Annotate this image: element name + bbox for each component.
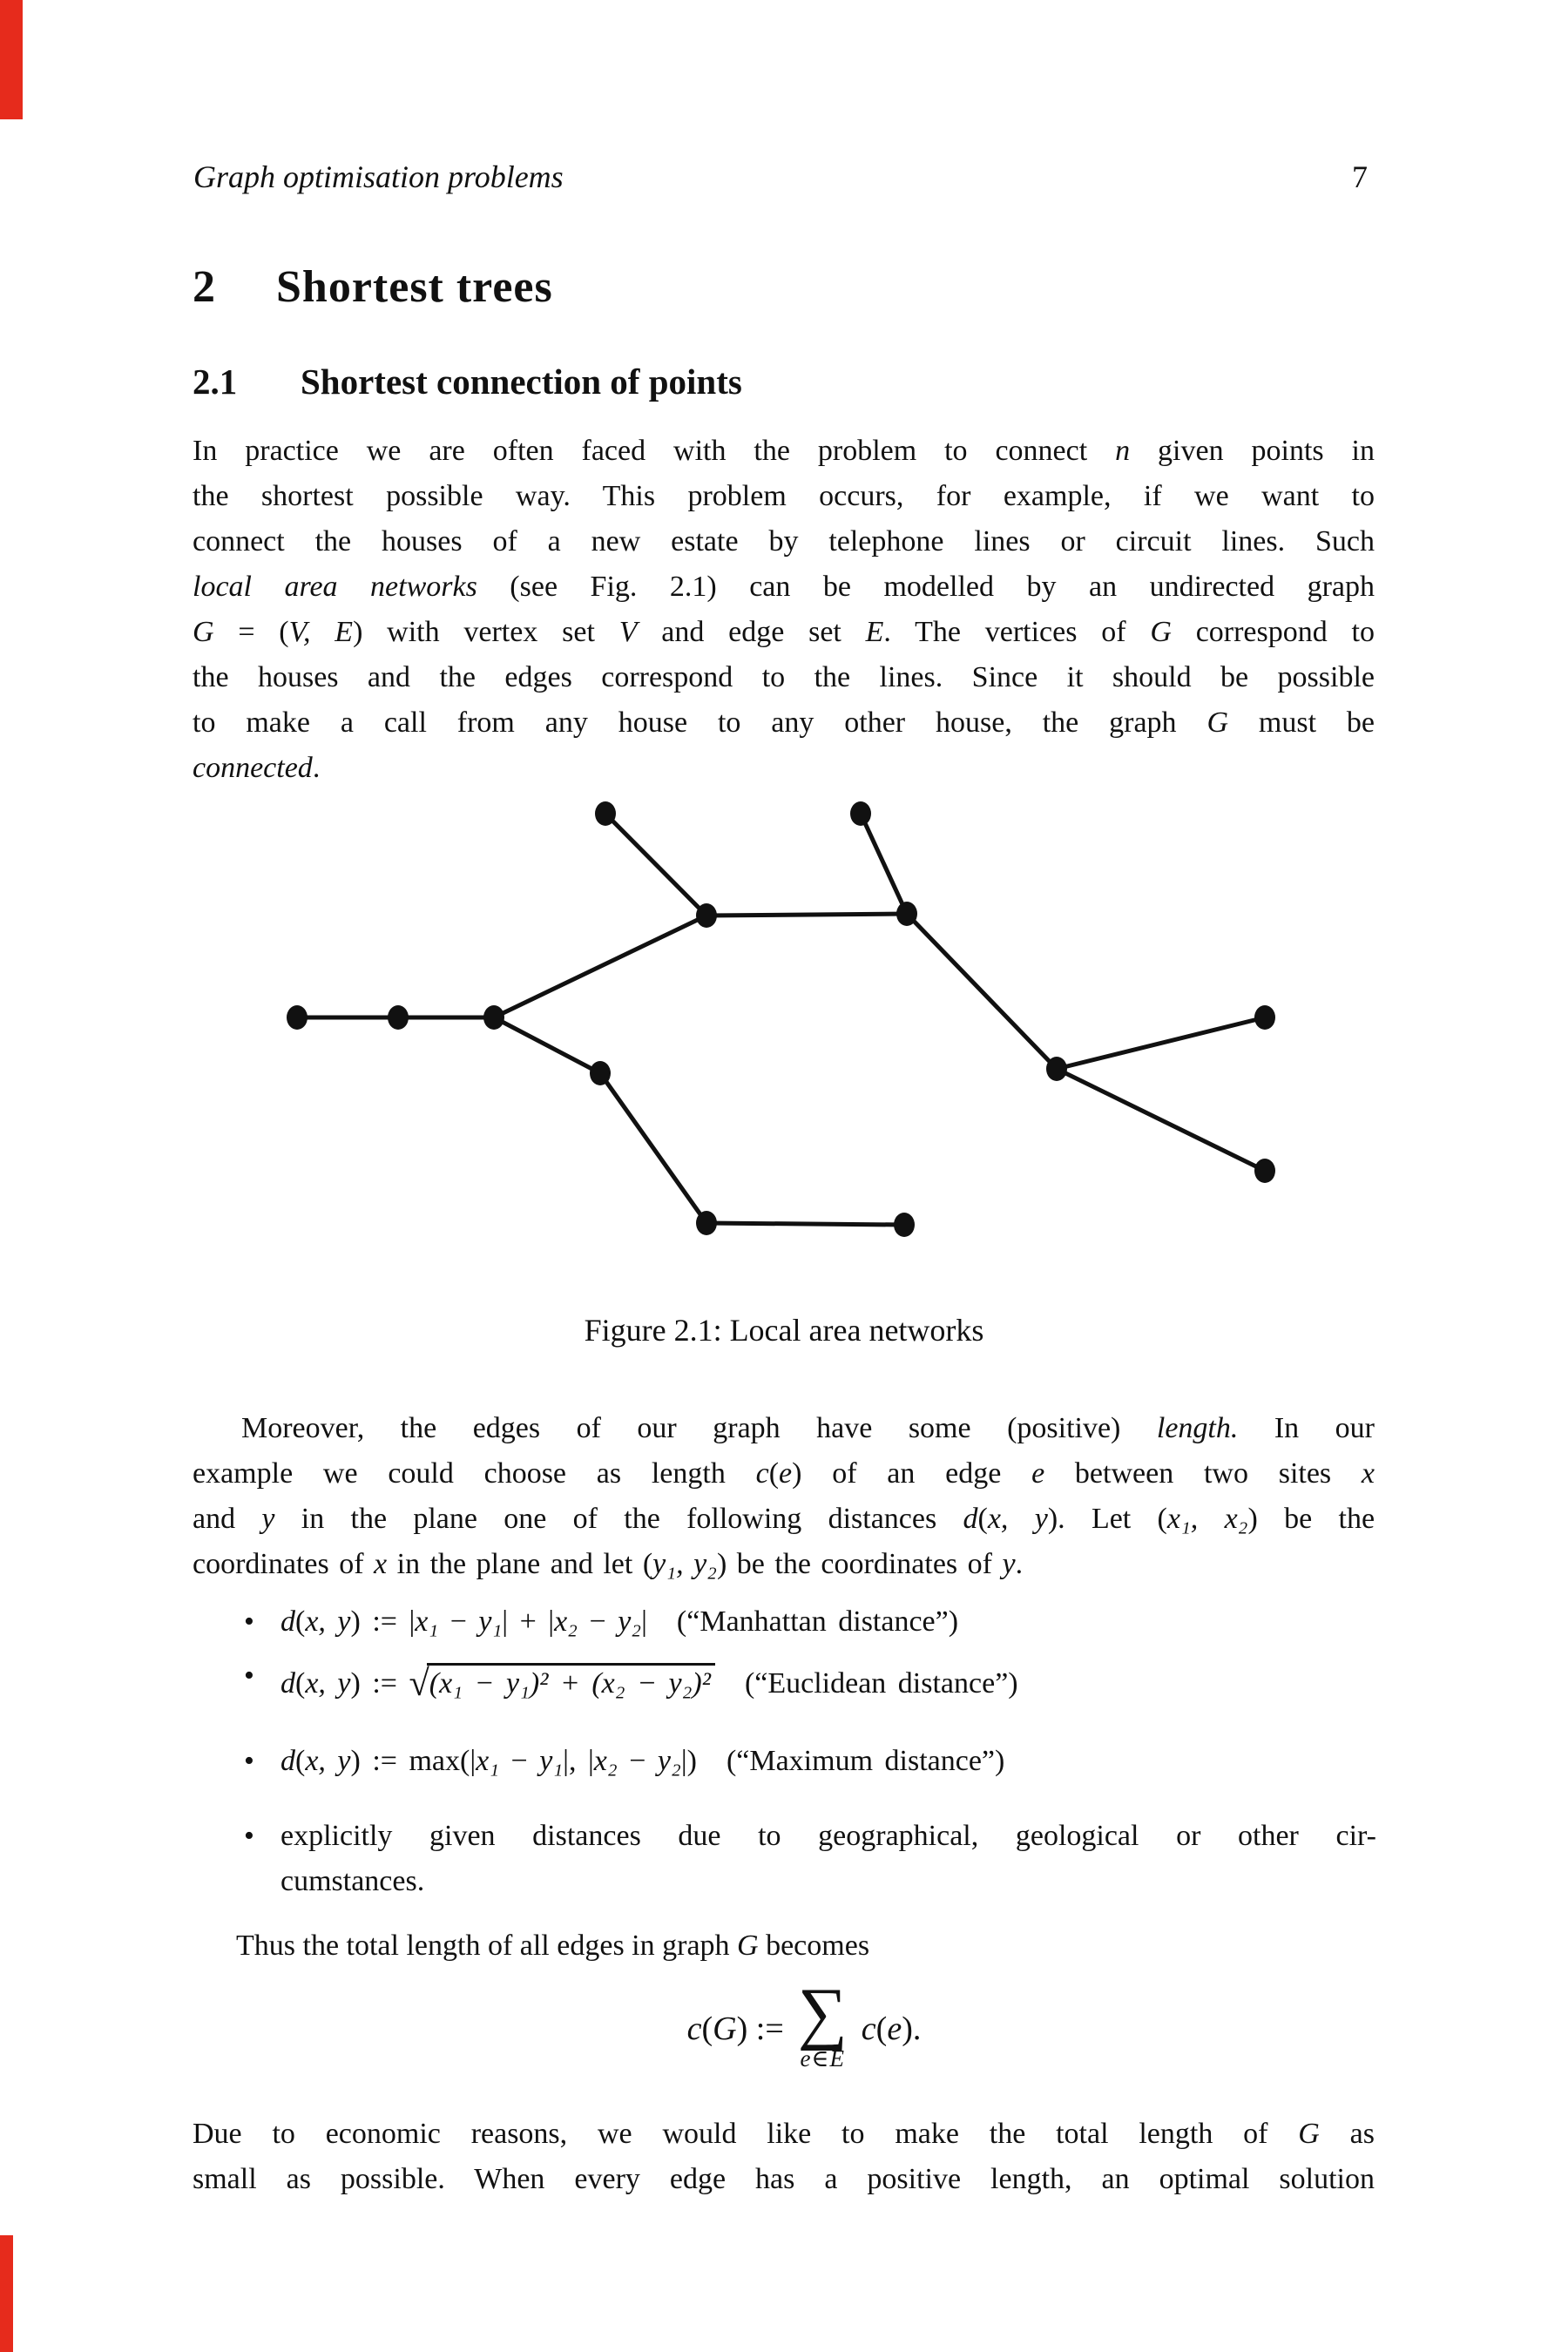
text-line [193, 700, 1375, 746]
text-run: E [865, 616, 884, 648]
text-run: − [499, 1745, 540, 1777]
figure-caption: Figure 2.1: Local area networks [584, 1313, 984, 1348]
text-run: x₂ [554, 1605, 578, 1638]
formula-total-length [0, 1975, 1568, 2072]
text-run: ( [875, 2010, 888, 2047]
text-run: In our [1238, 1412, 1375, 1444]
text-run: in the plane one of the following distances [274, 1503, 963, 1535]
text-line [280, 1814, 1376, 1859]
text-run: |) (“Maximum distance”) [680, 1745, 1005, 1777]
text-run: ) := [736, 2010, 784, 2047]
graph-edge [861, 814, 907, 914]
graph-edge [1057, 1017, 1265, 1069]
text-run: example we could choose as length [193, 1457, 756, 1490]
text-run: ). Let ( [1047, 1503, 1167, 1535]
text-run: c [861, 2010, 876, 2047]
summation-subscript [801, 2045, 845, 2072]
paragraph-closing [193, 2112, 1375, 2202]
text-run: d [280, 1667, 295, 1700]
bullet-text [280, 1599, 1376, 1645]
summation-symbol: ∑ [797, 1975, 848, 2051]
text-run: ( [295, 1745, 306, 1777]
text-run: n [1115, 435, 1131, 467]
formula-rhs [862, 2010, 922, 2048]
text-run: to make a call from any house to any other house, the graph [193, 706, 1207, 739]
text-run: Moreover, the edges of our graph have some (positive) [241, 1412, 1157, 1444]
paragraph-lengths [193, 1406, 1375, 1587]
text-run: x₁ [415, 1605, 439, 1638]
text-run: ) be the coordinates of [716, 1548, 1003, 1580]
text-line [193, 2112, 1375, 2157]
graph-node [1046, 1057, 1067, 1081]
text-run: d [280, 1605, 295, 1638]
text-run: ) := | [350, 1605, 416, 1638]
text-run: e [779, 1457, 793, 1490]
text-run: ) := max(| [350, 1745, 476, 1777]
text-run: V, E [288, 616, 354, 648]
graph-node [1254, 1159, 1275, 1183]
graph-edge [706, 1223, 904, 1225]
graph-edge [494, 916, 706, 1017]
formula-lhs [687, 2010, 784, 2048]
text-line [193, 1406, 1375, 1451]
text-run: d [963, 1503, 978, 1535]
text-run: and [193, 1503, 262, 1535]
text-line [193, 1497, 1375, 1542]
text-run: y₁ [478, 1605, 503, 1638]
scan-artifact-bottom [0, 2235, 13, 2352]
graph-node [850, 801, 871, 826]
text-run: c [686, 2010, 702, 2047]
text-run: − [438, 1605, 479, 1638]
text-line [193, 2157, 1375, 2202]
text-run: and edge set [637, 616, 866, 648]
text-run: G [1298, 2118, 1320, 2150]
text-run: . [312, 752, 321, 784]
text-run: ) with vertex set [353, 616, 619, 648]
bullet-text [280, 1739, 1376, 1784]
text-run: − [578, 1605, 618, 1638]
graph-node [896, 902, 917, 926]
text-run: G [193, 616, 214, 648]
text-run: c [755, 1457, 769, 1490]
graph-edge [706, 914, 907, 916]
summation [797, 1975, 848, 2072]
bullet-icon: • [244, 1605, 254, 1638]
text-run: Thus the total length of all edges in graph [236, 1930, 738, 1962]
text-run: ( [977, 1503, 988, 1535]
text-run: G [1150, 616, 1172, 648]
text-run: connected [193, 752, 313, 784]
scan-artifact-top [0, 0, 23, 119]
bullet-icon: • [244, 1659, 254, 1692]
text-line [236, 1923, 869, 1969]
graph-node [595, 801, 616, 826]
text-run: (“Euclidean distance”) [714, 1667, 1018, 1700]
text-run: in the plane and let ( [387, 1548, 653, 1580]
graph-node [894, 1213, 915, 1237]
text-run: as [1319, 2118, 1375, 2150]
subsection-heading [193, 361, 742, 402]
text-run: ( [768, 1457, 780, 1490]
bullet-euclidean-distance [244, 1653, 1376, 1714]
text-run: . The vertices of [883, 616, 1151, 648]
text-run: x₂ [593, 1745, 618, 1777]
section-heading [193, 261, 553, 313]
bullet-maximum-distance [244, 1739, 1376, 1784]
subsection-title: Shortest connection of points [301, 362, 742, 402]
text-run: | + | [502, 1605, 555, 1638]
graph-edge [605, 814, 706, 916]
bullet-icon: • [244, 1745, 254, 1777]
text-run: y [261, 1503, 275, 1535]
text-run: local area networks [193, 571, 477, 603]
text-run: (x₁ − y₁)² + (x₂ − y₂)² [427, 1663, 715, 1700]
paragraph-intro [193, 429, 1375, 791]
bullet-icon: • [244, 1820, 254, 1852]
running-head: Graph optimisation problems [193, 159, 564, 194]
text-run: (see Fig. 2.1) can be modelled by an undirected graph [476, 571, 1375, 603]
text-run: the houses and the edges correspond to the lines. Since it should be possible [193, 661, 1375, 693]
text-run: y [1002, 1548, 1016, 1580]
text-run: between two sites [1044, 1457, 1362, 1490]
graph-node [696, 903, 717, 928]
text-line [193, 610, 1375, 655]
text-line [193, 1542, 1375, 1587]
bullet-text [280, 1814, 1376, 1904]
bullet-explicit-distances [244, 1814, 1376, 1904]
text-line [193, 1451, 1375, 1497]
text-run: x, y [305, 1667, 351, 1700]
text-line [193, 429, 1375, 474]
graph-edge [907, 914, 1057, 1069]
text-run: In practice we are often faced with the problem to connect [193, 435, 1116, 467]
bullet-text [280, 1653, 1376, 1714]
text-run: e [800, 2045, 812, 2072]
text-line [280, 1739, 1376, 1784]
text-run: y₂ [657, 1745, 681, 1777]
text-run: √ [409, 1663, 429, 1704]
text-run: ( [295, 1667, 306, 1700]
text-run: x [1361, 1457, 1375, 1490]
text-run: ∈ [811, 2045, 830, 2072]
text-run: y₁, y₂ [652, 1548, 717, 1580]
text-run: becomes [758, 1930, 870, 1962]
section-number: 2 [193, 262, 216, 312]
graph-node [388, 1005, 409, 1030]
text-line [280, 1599, 1376, 1645]
text-run: V [618, 616, 638, 648]
text-run: − [617, 1745, 658, 1777]
text-run: . [1015, 1548, 1024, 1580]
text-line [193, 474, 1375, 519]
text-run: x, y [305, 1605, 351, 1638]
text-run: must be [1228, 706, 1375, 739]
text-run: ). [902, 2010, 922, 2047]
text-run: given points in [1130, 435, 1375, 467]
text-line [193, 519, 1375, 564]
text-run: |, | [563, 1745, 594, 1777]
text-run: ( [701, 2010, 713, 2047]
text-run: x, y [987, 1503, 1048, 1535]
text-run: x, y [305, 1745, 351, 1777]
graph-node [287, 1005, 308, 1030]
subsection-number: 2.1 [193, 362, 238, 402]
section-title: Shortest trees [276, 262, 553, 312]
text-run: the shortest possible way. This problem occurs, for example, if we want to [193, 480, 1375, 512]
text-run: cumstances. [280, 1865, 425, 1897]
page-number: 7 [1352, 159, 1368, 194]
text-run: small as possible. When every edge has a positive length, an optimal solution [193, 2163, 1375, 2195]
text-run: correspond to [1171, 616, 1375, 648]
bullet-manhattan-distance [244, 1599, 1376, 1645]
text-run: | (“Manhattan distance”) [641, 1605, 959, 1638]
text-run: y₁ [539, 1745, 564, 1777]
paragraph-thus [236, 1923, 869, 1969]
text-run: = ( [213, 616, 289, 648]
graph-edge [1057, 1069, 1265, 1171]
text-run: y₂ [618, 1605, 642, 1638]
text-run: Due to economic reasons, we would like to make the total length of [193, 2118, 1299, 2150]
text-run: d [280, 1745, 295, 1777]
text-run: length. [1156, 1412, 1239, 1444]
text-run: ( [295, 1605, 306, 1638]
graph-node [696, 1211, 717, 1235]
text-run: coordinates of [193, 1548, 375, 1580]
text-run: e [1031, 1457, 1045, 1490]
graph-node [1254, 1005, 1275, 1030]
network-graph-figure [261, 767, 1315, 1272]
text-run: e [887, 2010, 902, 2047]
text-run: G [737, 1930, 759, 1962]
graph-node [590, 1061, 611, 1085]
text-line [193, 655, 1375, 700]
text-run: ) of an edge [792, 1457, 1032, 1490]
text-run: connect the houses of a new estate by telephone lines or circuit lines. Such [193, 525, 1375, 558]
graph-node [483, 1005, 504, 1030]
text-run: G [1206, 706, 1228, 739]
text-line [280, 1653, 1376, 1714]
text-run: ) be the [1247, 1503, 1375, 1535]
text-run: x₁, x₂ [1166, 1503, 1248, 1535]
text-run: E [829, 2045, 846, 2072]
text-line [280, 1859, 1376, 1904]
text-run: x [374, 1548, 388, 1580]
graph-edge [494, 1017, 600, 1073]
graph-edge [600, 1073, 706, 1223]
text-run: x₁ [476, 1745, 500, 1777]
text-line [193, 564, 1375, 610]
text-run: G [713, 2010, 737, 2047]
text-run: explicitly given distances due to geographical, geological or other cir- [280, 1820, 1376, 1852]
text-run: ) := [350, 1667, 409, 1700]
